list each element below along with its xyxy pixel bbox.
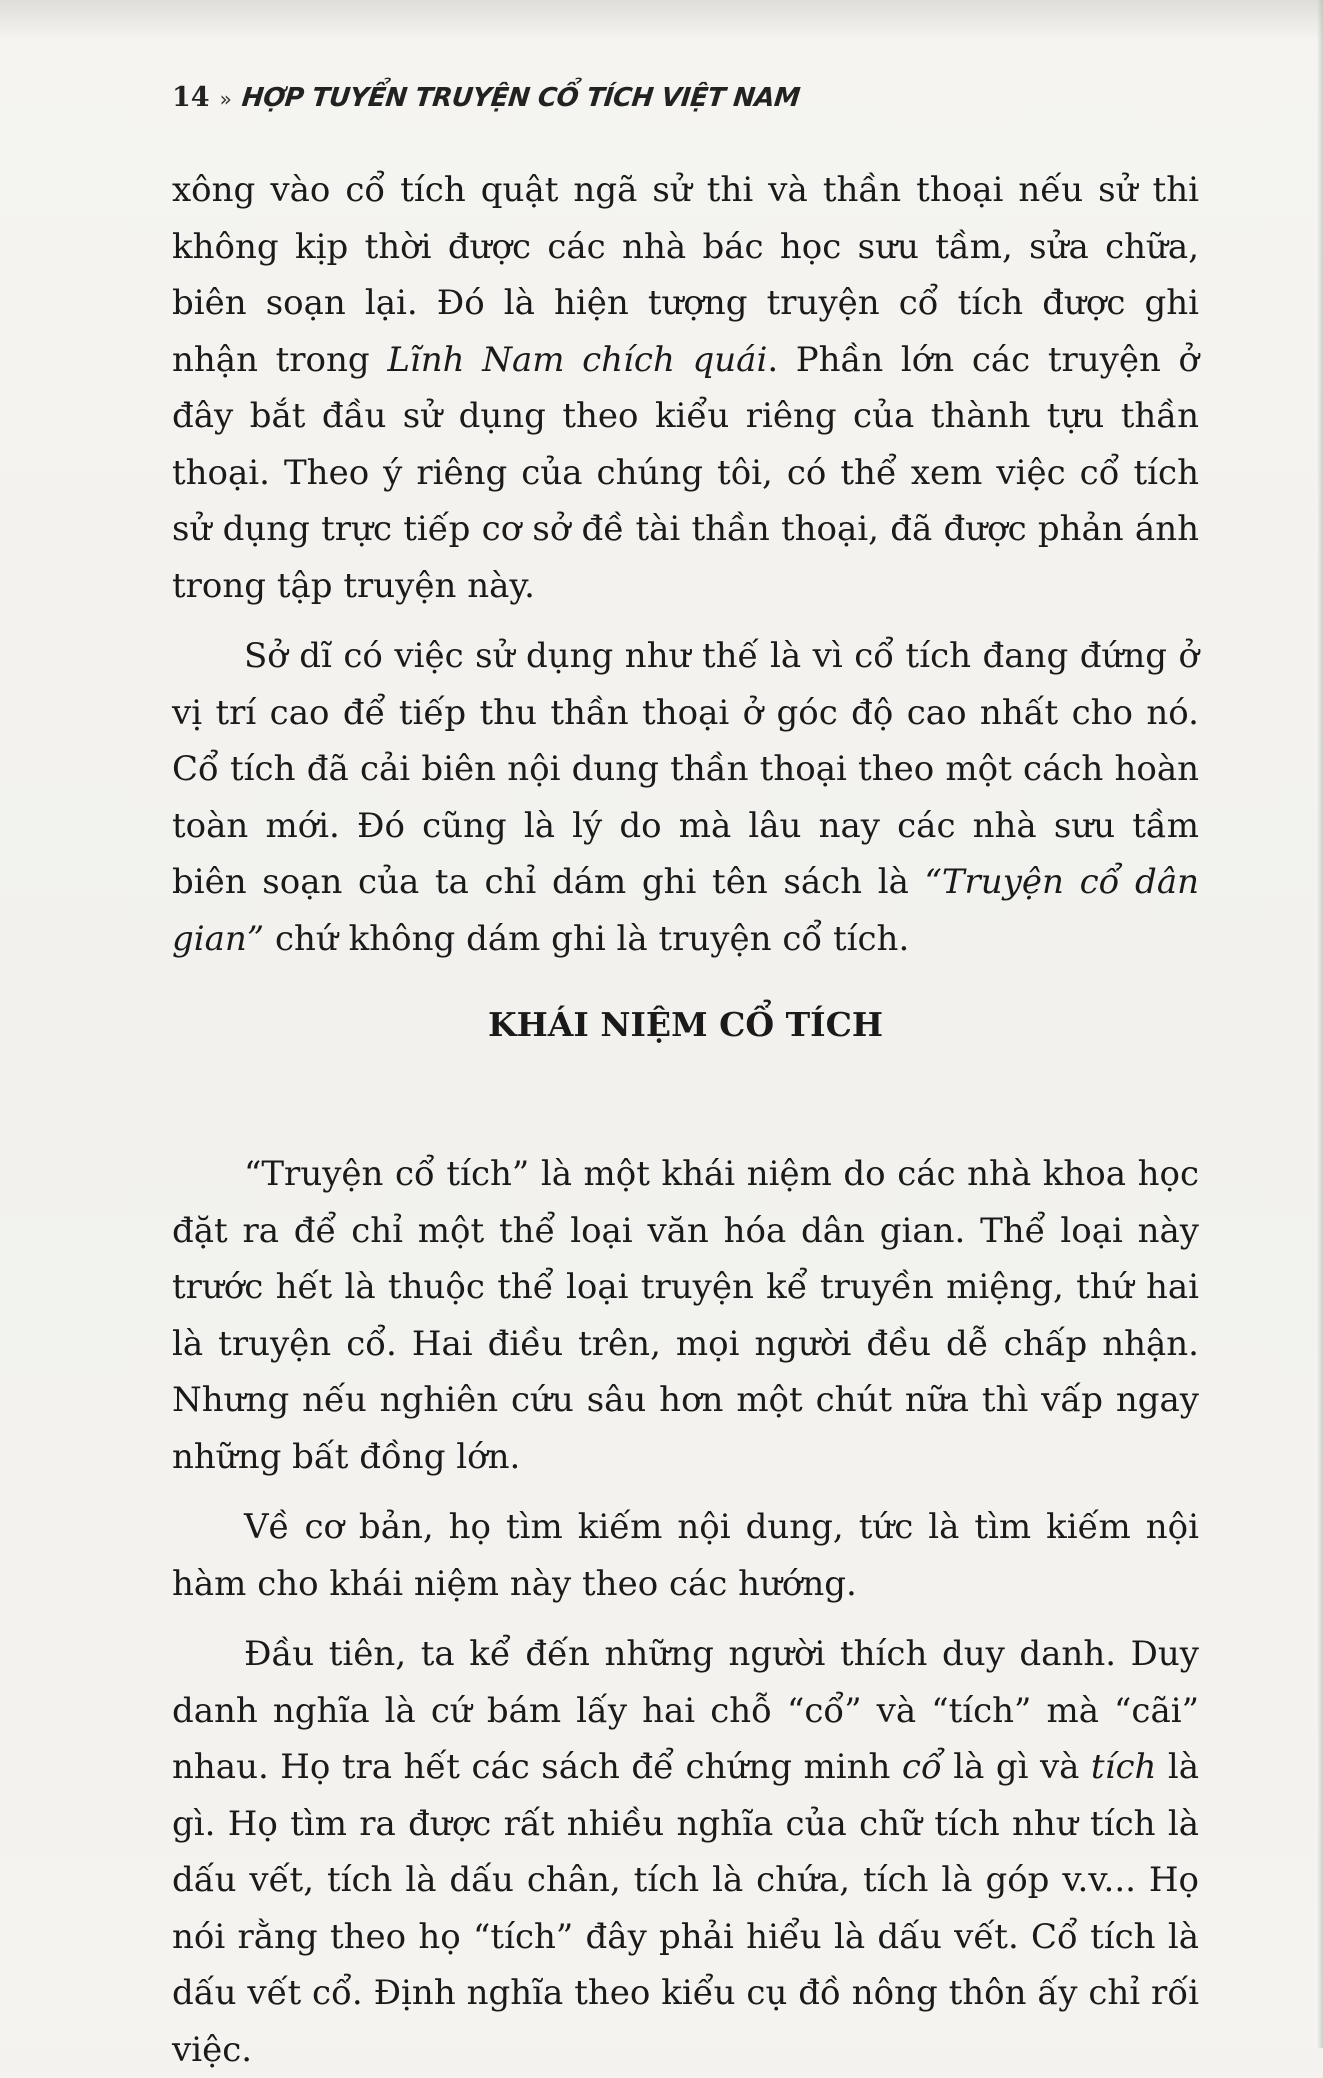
body-text-bottom [172, 1146, 1199, 2078]
text-run: “Truyện cổ tích” là một khái niệm do các nhà khoa học đặt ra để chỉ một thể loại văn hóa dân gian. Thể loại này trước hết là thuộc thể loại truyện kể truyền miệng, thứ hai là truyện cổ. Hai điều trên, mọi người đều dễ chấp nhận. Nhưng nếu nghiên cứu sâu hơn một chút nữa thì vấp ngay những bất đồng lớn. [172, 1154, 1199, 1477]
text-run: là gì. Họ tìm ra được rất nhiều nghĩa của chữ tích như tích là dấu vết, tích là dấu chân, tích là chứa, tích là góp v.v... Họ nói rằng theo họ “tích” đây phải hiểu là dấu vết. Cổ tích là dấu vết cổ. Định nghĩa theo kiểu cụ đồ nông thôn ấy chỉ rối việc. [172, 1747, 1200, 2070]
text-run: . Phần lớn các truyện ở đây bắt đầu sử dụng theo kiểu riêng của thành tựu thần thoại. Theo ý riêng của chúng tôi, có thể xem việc cổ tích sử dụng trực tiếp cơ sở đề tài thần thoại, đã được phản ánh trong tập truyện này. [172, 339, 1199, 606]
paragraph [172, 162, 1199, 614]
running-head-separator: » [219, 87, 232, 111]
text-run: là gì và [941, 1747, 1091, 1787]
text-run: Về cơ bản, họ tìm kiếm nội dung, tức là tìm kiếm nội hàm cho khái niệm này theo các hướng. [172, 1507, 1199, 1604]
page-top-shadow [0, 0, 1323, 40]
body-text-top [172, 162, 1199, 967]
text-run: Sở dĩ có việc sử dụng như thế là vì cổ tích đang đứng ở vị trí cao để tiếp thu thần thoại ở góc độ cao nhất cho nó. Cổ tích đã cải biên nội dung thần thoại theo một cách hoàn toàn mới. Đó cũng là lý do mà lâu nay các nhà sưu tầm biên soạn của ta chỉ dám ghi tên sách là [172, 636, 1199, 902]
text-run: chứ không dám ghi là truyện cổ tích. [264, 918, 910, 959]
paragraph [172, 1626, 1199, 2078]
page-number: 14 [172, 82, 210, 113]
paragraph [172, 1146, 1199, 1485]
paragraph [172, 1499, 1199, 1612]
book-title: HỢP TUYỂN TRUYỆN CỔ TÍCH VIỆT NAM [240, 83, 802, 113]
italic-text-run: Lĩnh Nam chích quái [387, 339, 768, 380]
paragraph [172, 628, 1199, 967]
section-heading: KHÁI NIỆM CỔ TÍCH [487, 1005, 884, 1044]
text-run: Đầu tiên, ta kể đến những người thích duy danh. Duy danh nghĩa là cứ bám lấy hai chỗ “cổ” và “tích” mà “cãi” nhau. Họ tra hết các sách để chứng minh [172, 1634, 1199, 1787]
italic-text-run: “Truyện cổ dân gian” [172, 862, 1199, 959]
text-run: xông vào cổ tích quật ngã sử thi và thần thoại nếu sử thi không kịp thời được các nhà bác học sưu tầm, sửa chữa, biên soạn lại. Đó là hiện tượng truyện cổ tích được ghi nhận trong [172, 170, 1199, 380]
page-right-edge [1317, 0, 1323, 2048]
italic-text-run: tích [1090, 1747, 1157, 1787]
running-head [172, 82, 802, 132]
italic-text-run: cổ [901, 1747, 942, 1787]
